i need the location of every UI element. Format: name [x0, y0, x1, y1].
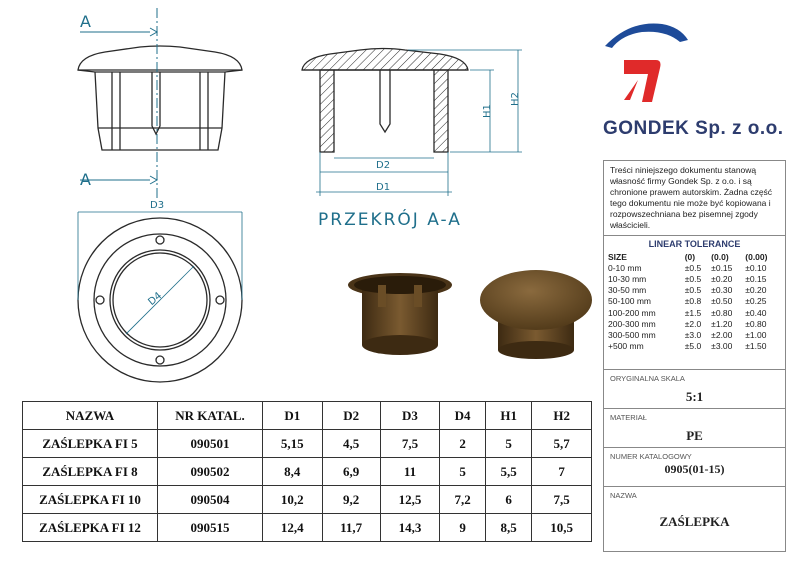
tol-cell: ±2.0: [684, 318, 702, 329]
section-mark-bottom: A: [80, 170, 91, 189]
section-view: [302, 49, 468, 153]
tol-cell: ±0.15: [711, 262, 733, 273]
side-view: [78, 46, 242, 150]
cell-d1: 8,4: [263, 458, 323, 486]
tolerance-row: [608, 262, 781, 273]
col-header: D3: [380, 402, 440, 430]
cell-h1: 5,5: [485, 458, 531, 486]
cell-h1: 8,5: [485, 514, 531, 542]
tolerance-row: [608, 329, 781, 340]
dim-d4-label: D4: [146, 290, 165, 308]
tol-cell: ±1.00: [745, 329, 767, 340]
cell-d3: 11: [380, 458, 440, 486]
cell-catalog: 090515: [158, 514, 263, 542]
name-value: ZAŚLEPKA: [659, 514, 730, 529]
cell-catalog: 090504: [158, 486, 263, 514]
col-header: H1: [485, 402, 531, 430]
col-header: D1: [263, 402, 323, 430]
plug-photo-open: [348, 273, 452, 355]
material-field: [604, 409, 785, 448]
cell-d2: 4,5: [322, 430, 380, 458]
tol-cell: ±0.80: [745, 318, 767, 329]
name-field: [604, 487, 785, 547]
cell-d3: 7,5: [380, 430, 440, 458]
cell-catalog: 090501: [158, 430, 263, 458]
name-label: NAZWA: [610, 491, 637, 500]
parts-table: [22, 401, 592, 542]
col-header: H2: [532, 402, 592, 430]
tol-cell: 100-200 mm: [608, 307, 656, 318]
catalog-field: [604, 448, 785, 487]
dim-h2-label: H2: [510, 92, 521, 106]
tolerance-row: [608, 341, 781, 352]
tol-cell: ±1.5: [684, 307, 702, 318]
tol-head: (0.0): [711, 251, 729, 262]
material-value: PE: [686, 428, 703, 443]
cell-catalog: 090502: [158, 458, 263, 486]
tol-cell: ±0.50: [711, 296, 733, 307]
col-header: NR KATAL.: [158, 402, 263, 430]
table-row: [23, 430, 592, 458]
tolerance-row: [608, 296, 781, 307]
tol-cell: 10-30 mm: [608, 273, 647, 284]
parts-table-header: [23, 402, 592, 430]
tol-cell: 50-100 mm: [608, 296, 651, 307]
cell-d2: 9,2: [322, 486, 380, 514]
section-mark-arrows: [80, 28, 157, 184]
tol-cell: +500 mm: [608, 341, 644, 352]
tol-cell: ±2.00: [711, 329, 733, 340]
cell-d2: 11,7: [322, 514, 380, 542]
tol-cell: ±5.0: [684, 341, 702, 352]
tol-cell: ±3.0: [684, 329, 702, 340]
tol-head: (0.00): [745, 251, 768, 262]
tol-cell: ±0.5: [684, 273, 702, 284]
cell-d1: 5,15: [263, 430, 323, 458]
dim-d1-label: D1: [376, 182, 391, 193]
cell-h2: 7,5: [532, 486, 592, 514]
tol-cell: ±0.10: [745, 262, 767, 273]
cell-d1: 12,4: [263, 514, 323, 542]
tolerance-table: [608, 251, 781, 352]
tolerance-row: [608, 307, 781, 318]
plug-photo-cap: [480, 270, 592, 359]
cell-d4: 9: [440, 514, 486, 542]
section-mark-top: A: [80, 12, 91, 31]
table-row: [23, 514, 592, 542]
cell-d1: 10,2: [263, 486, 323, 514]
tolerance-header: [608, 251, 781, 262]
cell-h1: 6: [485, 486, 531, 514]
cell-d2: 6,9: [322, 458, 380, 486]
scale-field: [604, 370, 785, 409]
tol-cell: ±3.00: [711, 341, 733, 352]
brand-name: GONDEK Sp. z o.o.: [603, 118, 784, 139]
cell-h1: 5: [485, 430, 531, 458]
cell-name: ZAŚLEPKA FI 5: [23, 430, 158, 458]
table-row: [23, 458, 592, 486]
cell-h2: 7: [532, 458, 592, 486]
tol-cell: ±0.15: [745, 273, 767, 284]
table-row: [23, 486, 592, 514]
tol-cell: ±0.20: [745, 285, 767, 296]
section-label: PRZEKRÓJ A-A: [318, 210, 462, 230]
title-block: [603, 160, 786, 552]
tol-cell: ±1.50: [745, 341, 767, 352]
cell-h2: 5,7: [532, 430, 592, 458]
tol-cell: ±0.5: [684, 285, 702, 296]
dim-d2-label: D2: [376, 160, 391, 171]
tol-cell: ±0.20: [711, 273, 733, 284]
col-header: D2: [322, 402, 380, 430]
copyright-notice: Treści niniejszego dokumentu stanową własność firmy Gondek Sp. z o.o. i są chronione prawem autorskim. Żadna część tego dokumentu nie może być kopiowana i rozpowszechniana bez pisemnej zgody właścicieli.: [604, 161, 785, 236]
tol-cell: 300-500 mm: [608, 329, 656, 340]
dim-h1-label: H1: [482, 104, 493, 118]
tolerance-row: [608, 285, 781, 296]
material-label: MATERIAŁ: [610, 413, 647, 422]
tolerance-row: [608, 318, 781, 329]
tol-cell: ±0.25: [745, 296, 767, 307]
section-dimensions: [316, 50, 522, 196]
catalog-label: NUMER KATALOGOWY: [610, 452, 692, 461]
tolerance-row: [608, 273, 781, 284]
cell-d4: 2: [440, 430, 486, 458]
tol-cell: ±0.30: [711, 285, 733, 296]
scale-label: ORYGINALNA SKALA: [610, 374, 685, 383]
cell-d4: 5: [440, 458, 486, 486]
cell-d3: 14,3: [380, 514, 440, 542]
cell-h2: 10,5: [532, 514, 592, 542]
col-header: D4: [440, 402, 486, 430]
cell-name: ZAŚLEPKA FI 12: [23, 514, 158, 542]
tolerance-title: LINEAR TOLERANCE: [648, 239, 741, 249]
tol-head: (0): [684, 251, 696, 262]
tol-cell: 200-300 mm: [608, 318, 656, 329]
tol-cell: ±1.20: [711, 318, 733, 329]
tol-cell: ±0.40: [745, 307, 767, 318]
tol-cell: 30-50 mm: [608, 285, 647, 296]
dim-d3-label: D3: [150, 200, 165, 211]
tol-cell: ±0.8: [684, 296, 702, 307]
tol-cell: 0-10 mm: [608, 262, 642, 273]
tol-cell: ±0.5: [684, 262, 702, 273]
catalog-value: 0905(01-15): [664, 462, 725, 476]
cell-name: ZAŚLEPKA FI 10: [23, 486, 158, 514]
tol-head: SIZE: [608, 251, 627, 262]
linear-tolerance: [604, 236, 785, 370]
cell-name: ZAŚLEPKA FI 8: [23, 458, 158, 486]
cell-d4: 7,2: [440, 486, 486, 514]
cell-d3: 12,5: [380, 486, 440, 514]
col-header: NAZWA: [23, 402, 158, 430]
tol-cell: ±0.80: [711, 307, 733, 318]
scale-value: 5:1: [685, 389, 704, 404]
